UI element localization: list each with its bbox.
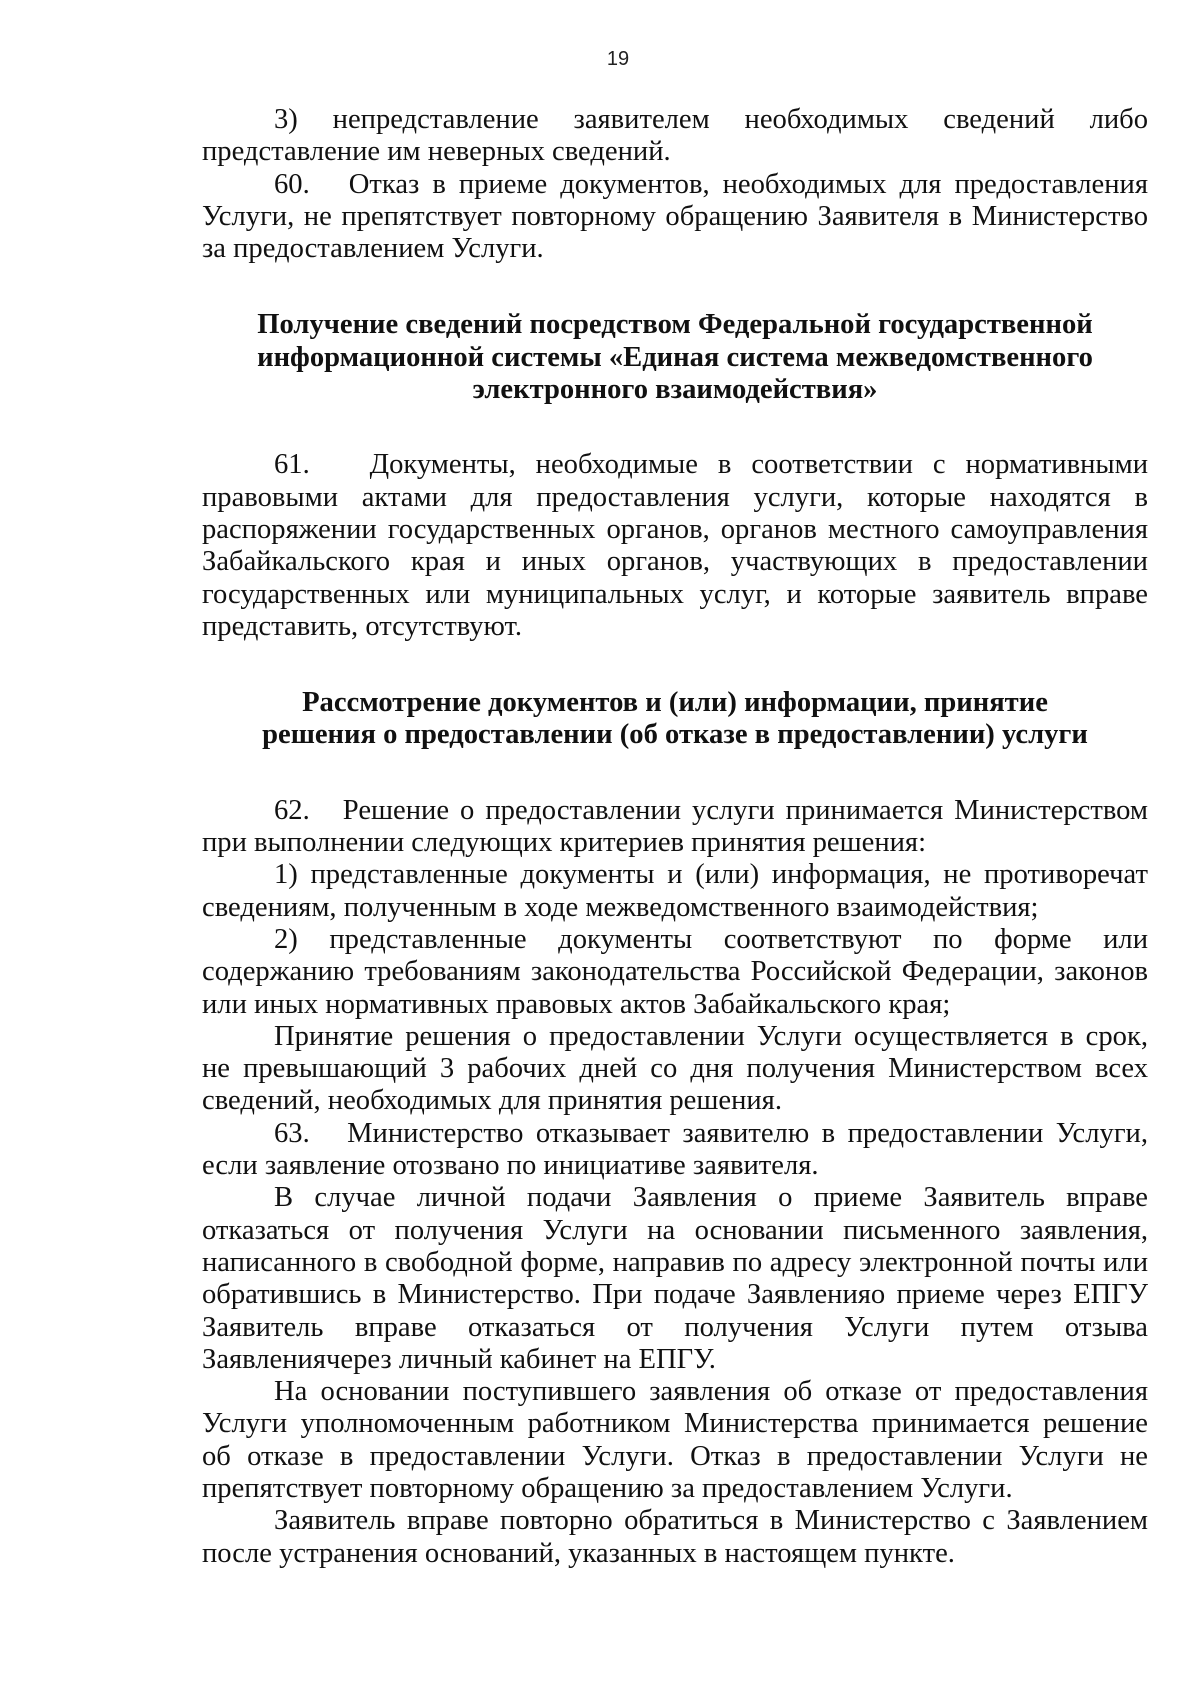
paragraph-62: 62. Решение о предоставлении услуги принимается Министерством при выполнении следующих критериев принятия решения: (202, 794, 1156, 859)
paragraph-63: 63. Министерство отказывает заявителю в предоставлении Услуги, если заявление отозвано по инициативе заявителя. (202, 1117, 1156, 1182)
paragraph-60: 60. Отказ в приеме документов, необходимых для предоставления Услуги, не препятствует повторному обращению Заявителя в Министерство за предоставлением Услуги. (202, 168, 1156, 265)
document-body (202, 104, 1156, 1570)
paragraph-reapply: Заявитель вправе повторно обратиться в Министерство с Заявлением после устранения оснований, указанных в настоящем пункте. (202, 1505, 1148, 1569)
spacer (202, 406, 1148, 449)
paragraph-61: 61. Документы, необходимые в соответствии с нормативными правовыми актами для предоставления услуги, которые находятся в распоряжении государственных органов, органов местного самоуправления Забайкальского края и иных органов, участвующих в предоставлении государственных или муниципальных услуг, и которые заявитель вправе представить, отсутствуют. (202, 449, 1156, 642)
paragraph-62-item-1: 1) представленные документы и (или) информация, не противоречат сведениям, полученным в ходе межведомственного взаимодействия; (202, 859, 1148, 923)
paragraph-refusal-personal: В случае личной подачи Заявления о приеме Заявитель вправе отказаться от получения Услуги на основании письменного заявления, написанного в свободной форме, направив по адресу электронной почты или обратившись в Министерство. При подаче Заявленияо приеме через ЕПГУ Заявитель вправе отказаться от получения Услуги путем отзыва Заявлениячерез личный кабинет на ЕПГУ. (202, 1182, 1148, 1375)
section-heading-interagency: Получение сведений посредством Федеральной государственной информационной системы «Единая система межведомственного электронного взаимодействия» (257, 309, 1093, 406)
section-heading-decision: Рассмотрение документов и (или) информации, принятие решения о предоставлении (об отказе в предоставлении) услуги (262, 687, 1088, 751)
paragraph-decision-term: Принятие решения о предоставлении Услуги осуществляется в срок, не превышающий 3 рабочих дней со дня получения Министерством всех сведений, необходимых для принятия решения. (202, 1020, 1148, 1117)
paragraph-refusal-decision: На основании поступившего заявления об отказе от предоставления Услуги уполномоченным работником Министерства принимается решение об отказе в предоставлении Услуги. Отказ в предоставлении Услуги не препятствует повторному обращению за предоставлением Услуги. (202, 1376, 1148, 1504)
spacer (202, 643, 1148, 687)
paragraph-item-3: 3) непредставление заявителем необходимых сведений либо представление им неверных сведений. (202, 104, 1156, 168)
spacer (202, 265, 1148, 309)
paragraph-62-item-2: 2) представленные документы соответствуют по форме или содержанию требованиям законодательства Российской Федерации, законов или иных нормативных правовых актов Забайкальского края; (202, 923, 1148, 1020)
spacer (202, 752, 1148, 795)
page-number: 19 (606, 48, 630, 70)
